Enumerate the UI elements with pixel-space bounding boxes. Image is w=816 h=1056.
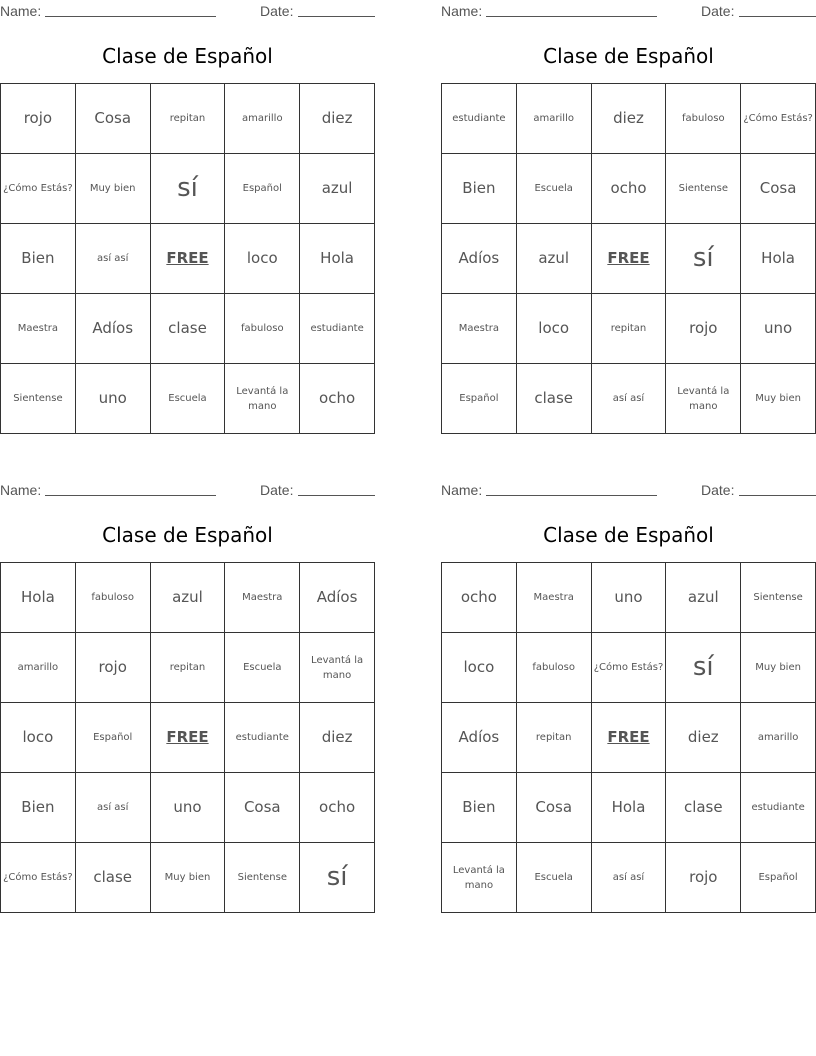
bingo-cell: Escuela xyxy=(517,154,592,224)
name-date-line xyxy=(441,482,816,500)
name-label: Name: xyxy=(441,482,483,498)
bingo-cell: Adíos xyxy=(442,224,517,294)
bingo-cell: Bien xyxy=(1,224,76,294)
bingo-cell: Levantá la mano xyxy=(666,364,741,434)
bingo-cell: Hola xyxy=(741,224,816,294)
bingo-cell: estudiante xyxy=(300,294,375,364)
bingo-cell: Maestra xyxy=(225,563,300,633)
bingo-cell: loco xyxy=(517,294,592,364)
name-blank xyxy=(486,495,657,496)
bingo-cell: Adíos xyxy=(442,703,517,773)
name-label: Name: xyxy=(441,3,483,19)
bingo-cell: azul xyxy=(666,563,741,633)
bingo-cell: diez xyxy=(592,84,667,154)
bingo-cell: uno xyxy=(741,294,816,364)
bingo-cell: sí xyxy=(300,843,375,913)
bingo-cell: Maestra xyxy=(1,294,76,364)
date-label: Date: xyxy=(260,3,294,19)
bingo-cell: ¿Cómo Estás? xyxy=(1,843,76,913)
bingo-cell: Muy bien xyxy=(151,843,226,913)
bingo-cell: loco xyxy=(225,224,300,294)
bingo-cell: ocho xyxy=(442,563,517,633)
bingo-cell: ¿Cómo Estás? xyxy=(1,154,76,224)
bingo-cell: sí xyxy=(666,633,741,703)
bingo-cell: rojo xyxy=(666,843,741,913)
date-blank xyxy=(298,495,375,496)
bingo-cell: Sientense xyxy=(741,563,816,633)
free-space: FREE xyxy=(151,703,226,773)
bingo-card-1 xyxy=(0,0,375,434)
bingo-cell: amarillo xyxy=(517,84,592,154)
bingo-cell: Bien xyxy=(442,773,517,843)
bingo-cell: fabuloso xyxy=(225,294,300,364)
bingo-cell: así así xyxy=(76,224,151,294)
bingo-cell: repitan xyxy=(151,633,226,703)
bingo-cell: repitan xyxy=(517,703,592,773)
bingo-cell: Levantá la mano xyxy=(300,633,375,703)
bingo-cell: clase xyxy=(76,843,151,913)
bingo-card-3 xyxy=(0,479,375,913)
date-blank xyxy=(739,495,816,496)
date-blank xyxy=(298,16,375,17)
card-title: Clase de Español xyxy=(102,44,273,68)
bingo-cell: estudiante xyxy=(442,84,517,154)
date-label: Date: xyxy=(701,3,735,19)
bingo-cell: Levantá la mano xyxy=(225,364,300,434)
bingo-cell: rojo xyxy=(1,84,76,154)
bingo-cell: uno xyxy=(592,563,667,633)
bingo-grid xyxy=(441,83,816,434)
free-space: FREE xyxy=(592,703,667,773)
free-space: FREE xyxy=(592,224,667,294)
bingo-cell: clase xyxy=(151,294,226,364)
bingo-cell: sí xyxy=(151,154,226,224)
date-label: Date: xyxy=(260,482,294,498)
name-label: Name: xyxy=(0,482,42,498)
bingo-cell: Maestra xyxy=(517,563,592,633)
bingo-cell: uno xyxy=(76,364,151,434)
bingo-cell: diez xyxy=(666,703,741,773)
bingo-cell: diez xyxy=(300,84,375,154)
bingo-cell: amarillo xyxy=(1,633,76,703)
bingo-cell: Bien xyxy=(1,773,76,843)
bingo-cell: loco xyxy=(1,703,76,773)
name-blank xyxy=(45,16,216,17)
bingo-cell: Adíos xyxy=(300,563,375,633)
bingo-cell: así así xyxy=(592,364,667,434)
bingo-cell: rojo xyxy=(666,294,741,364)
bingo-cell: fabuloso xyxy=(517,633,592,703)
bingo-cell: Cosa xyxy=(76,84,151,154)
bingo-cell: ¿Cómo Estás? xyxy=(592,633,667,703)
bingo-cell: fabuloso xyxy=(666,84,741,154)
bingo-cell: Bien xyxy=(442,154,517,224)
bingo-cell: uno xyxy=(151,773,226,843)
bingo-cell: ocho xyxy=(300,773,375,843)
bingo-cell: Hola xyxy=(300,224,375,294)
name-label: Name: xyxy=(0,3,42,19)
bingo-cell: fabuloso xyxy=(76,563,151,633)
bingo-cell: Muy bien xyxy=(741,633,816,703)
bingo-grid xyxy=(0,83,375,434)
bingo-cell: diez xyxy=(300,703,375,773)
bingo-cell: Adíos xyxy=(76,294,151,364)
bingo-cell: Sientense xyxy=(225,843,300,913)
bingo-cell: Español xyxy=(76,703,151,773)
bingo-cell: Escuela xyxy=(225,633,300,703)
bingo-cell: Sientense xyxy=(1,364,76,434)
card-title: Clase de Español xyxy=(543,44,714,68)
bingo-cell: Español xyxy=(442,364,517,434)
bingo-grid xyxy=(441,562,816,913)
bingo-cell: Muy bien xyxy=(741,364,816,434)
bingo-cell: Español xyxy=(225,154,300,224)
bingo-cell: amarillo xyxy=(741,703,816,773)
bingo-cell: Muy bien xyxy=(76,154,151,224)
name-blank xyxy=(486,16,657,17)
name-date-line xyxy=(0,482,375,500)
bingo-cell: Hola xyxy=(592,773,667,843)
bingo-cell: Hola xyxy=(1,563,76,633)
bingo-cell: sí xyxy=(666,224,741,294)
bingo-card-4 xyxy=(441,479,816,913)
card-title: Clase de Español xyxy=(102,523,273,547)
bingo-cell: Español xyxy=(741,843,816,913)
name-date-line xyxy=(441,3,816,21)
bingo-cell: Cosa xyxy=(741,154,816,224)
bingo-cell: ocho xyxy=(592,154,667,224)
bingo-cell: rojo xyxy=(76,633,151,703)
bingo-cell: azul xyxy=(300,154,375,224)
bingo-card-2 xyxy=(441,0,816,434)
bingo-cell: Cosa xyxy=(517,773,592,843)
bingo-cell: Levantá la mano xyxy=(442,843,517,913)
date-blank xyxy=(739,16,816,17)
bingo-cell: repitan xyxy=(592,294,667,364)
bingo-cell: así así xyxy=(76,773,151,843)
bingo-cell: estudiante xyxy=(741,773,816,843)
bingo-cell: azul xyxy=(517,224,592,294)
bingo-cell: Maestra xyxy=(442,294,517,364)
bingo-cell: estudiante xyxy=(225,703,300,773)
name-blank xyxy=(45,495,216,496)
bingo-grid xyxy=(0,562,375,913)
bingo-cell: loco xyxy=(442,633,517,703)
bingo-cell: clase xyxy=(666,773,741,843)
free-space: FREE xyxy=(151,224,226,294)
bingo-cell: repitan xyxy=(151,84,226,154)
bingo-cell: Escuela xyxy=(151,364,226,434)
date-label: Date: xyxy=(701,482,735,498)
name-date-line xyxy=(0,3,375,21)
bingo-cell: ocho xyxy=(300,364,375,434)
card-title: Clase de Español xyxy=(543,523,714,547)
bingo-cell: ¿Cómo Estás? xyxy=(741,84,816,154)
bingo-cell: Cosa xyxy=(225,773,300,843)
bingo-cell: así así xyxy=(592,843,667,913)
bingo-cell: clase xyxy=(517,364,592,434)
bingo-cell: Escuela xyxy=(517,843,592,913)
bingo-cell: amarillo xyxy=(225,84,300,154)
bingo-cell: Sientense xyxy=(666,154,741,224)
bingo-cell: azul xyxy=(151,563,226,633)
